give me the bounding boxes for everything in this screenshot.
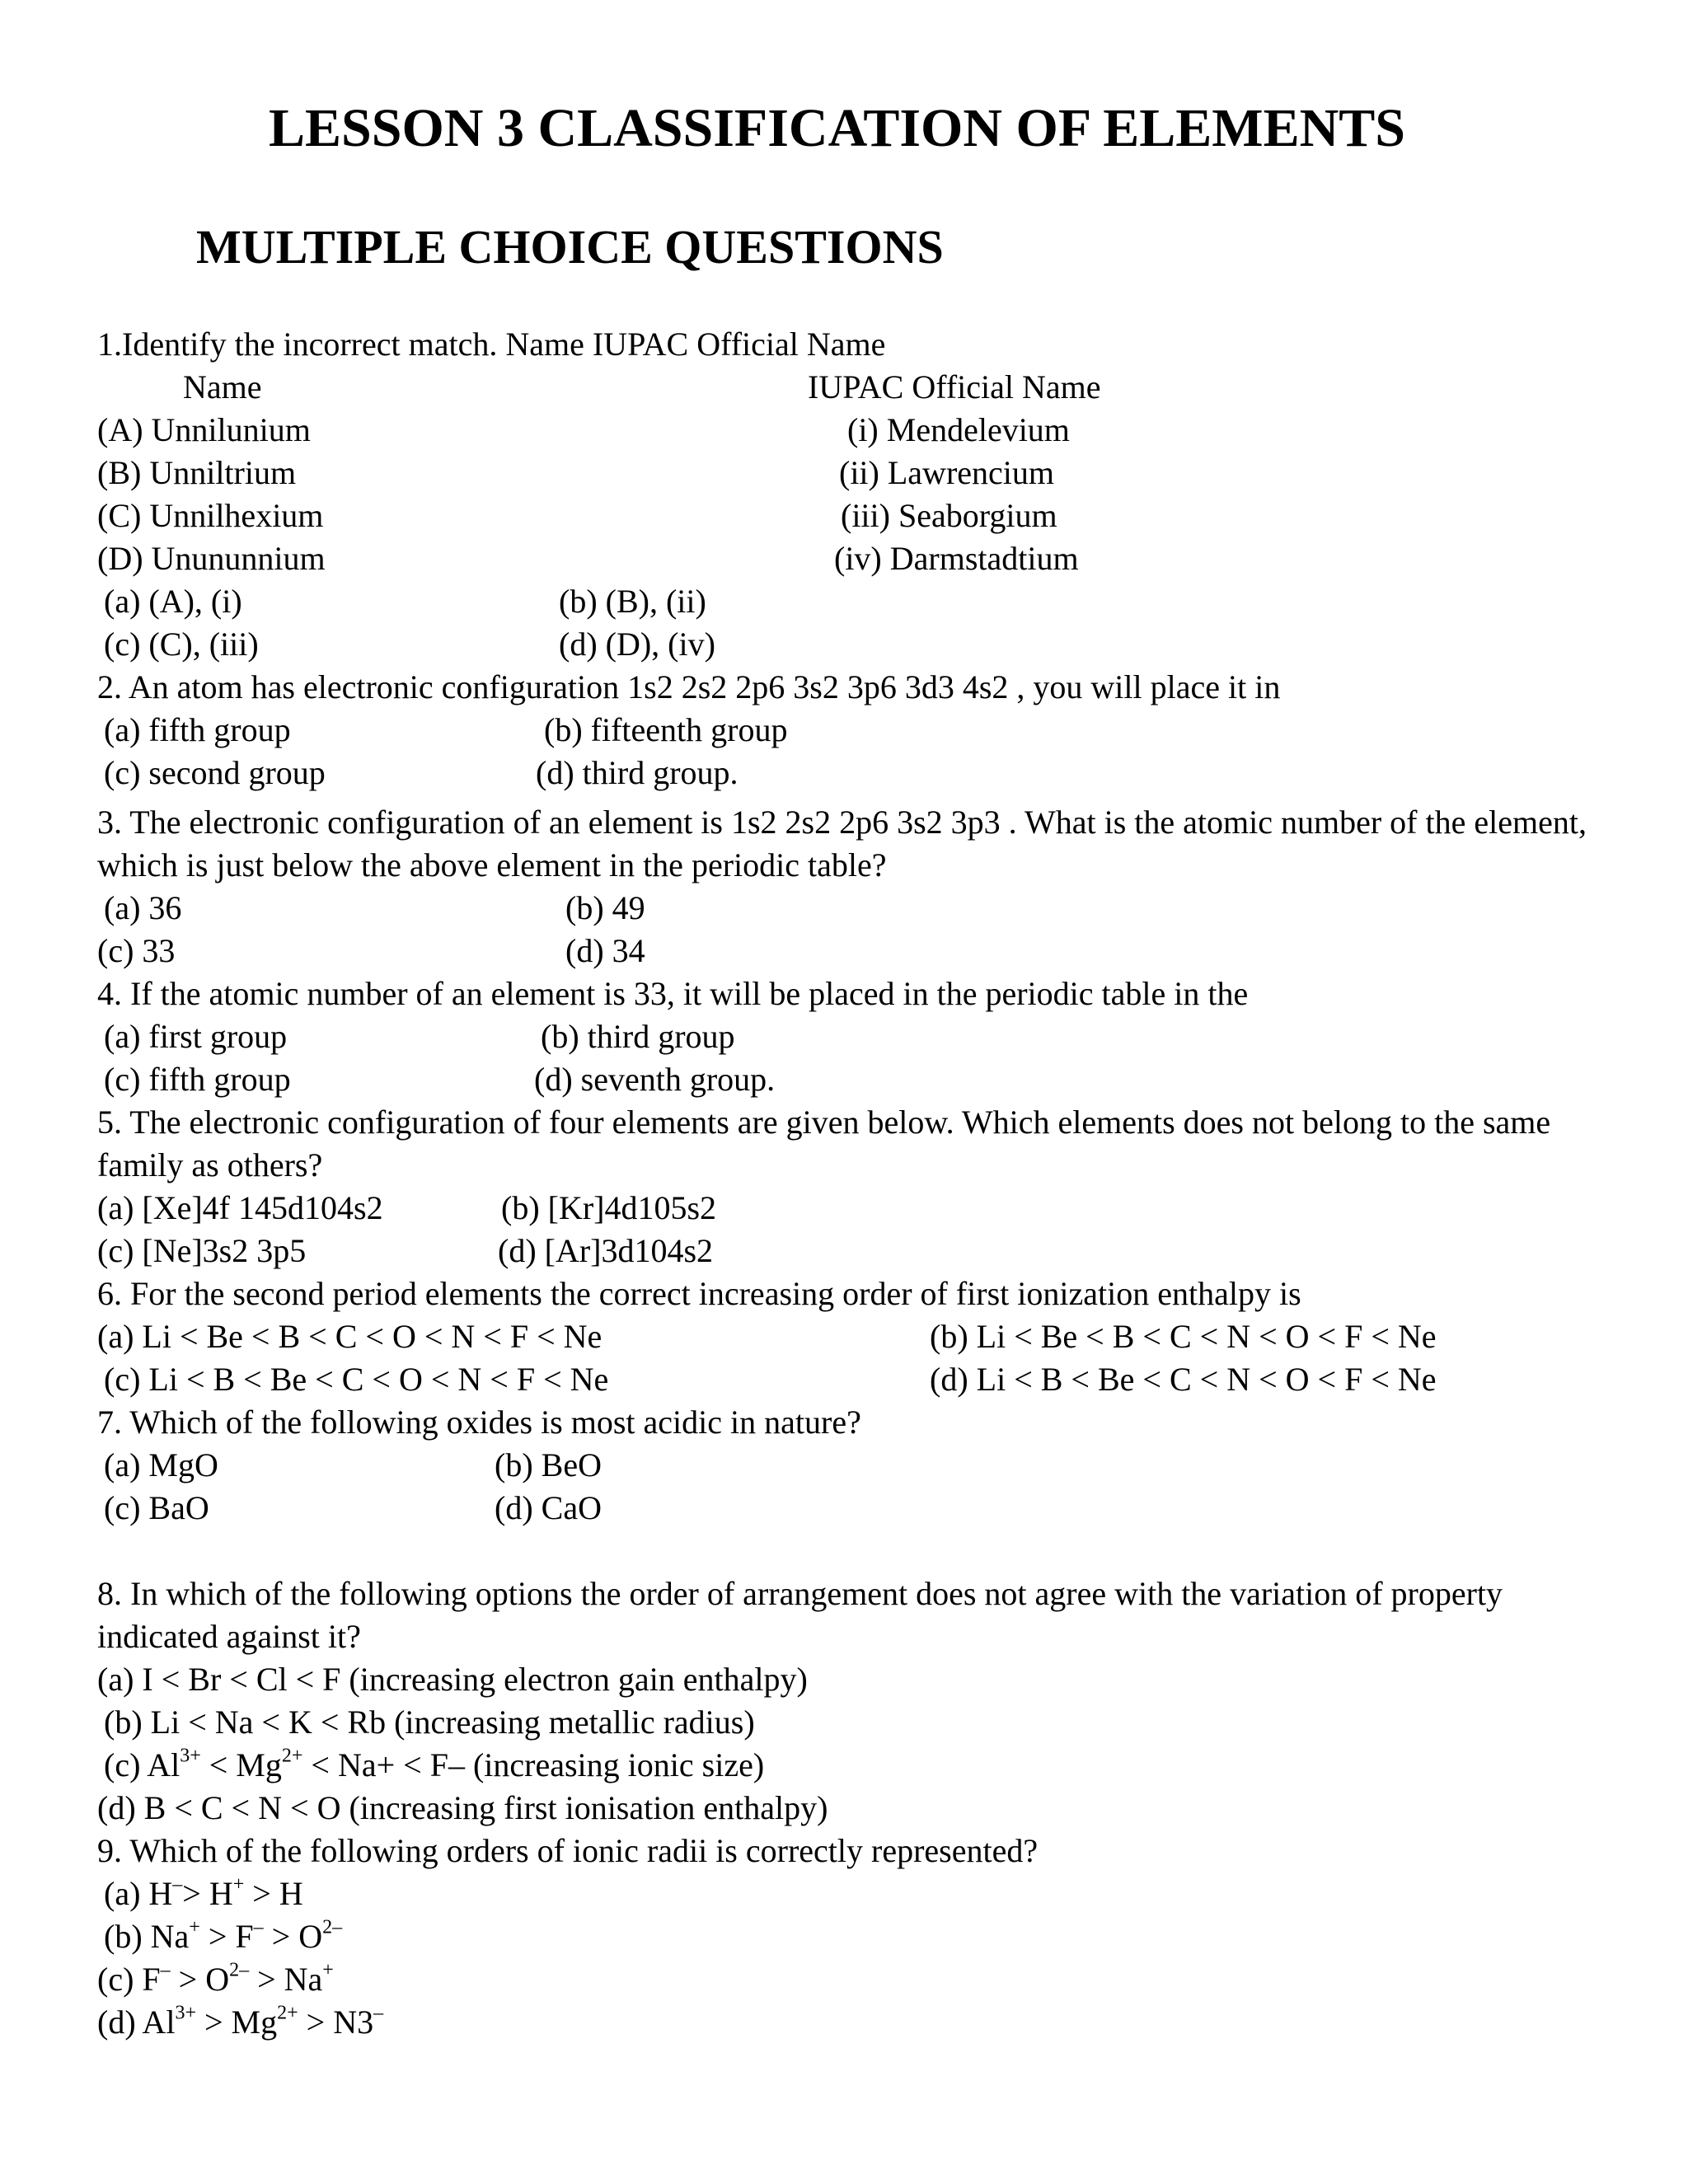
q5-option-c: (c) [Ne]3s2 3p5 bbox=[97, 1232, 307, 1269]
q5-option-a: (a) [Xe]4f 145d104s2 bbox=[97, 1189, 383, 1226]
q4-option-b: (b) third group bbox=[541, 1018, 735, 1055]
q4-option-a: (a) first group bbox=[104, 1018, 288, 1055]
q9-c-sup-1: – bbox=[160, 1959, 171, 1981]
q9-d-sup-1: 3+ bbox=[175, 2002, 196, 2024]
q5-option-d: (d) [Ar]3d104s2 bbox=[498, 1232, 714, 1269]
q2-option-b: (b) fifteenth group bbox=[544, 711, 788, 748]
q1-row-a-iupac: (i) Mendelevium bbox=[847, 411, 1070, 448]
question-8-stem-line-1: 8. In which of the following options the order of arrangement does not agree with the variation of property bbox=[97, 1575, 1503, 1612]
q1-row-c-iupac: (iii) Seaborgium bbox=[841, 497, 1057, 534]
q7-option-d: (d) CaO bbox=[495, 1489, 602, 1526]
q4-option-d: (d) seventh group. bbox=[534, 1061, 776, 1098]
q9-d-sup-3: – bbox=[373, 2002, 384, 2024]
question-7-stem: 7. Which of the following oxides is most acidic in nature? bbox=[97, 1404, 861, 1441]
q1-row-b-name: (B) Unniltrium bbox=[97, 454, 297, 491]
q1-option-a: (a) (A), (i) bbox=[104, 583, 242, 620]
q1-column-iupac-header: IUPAC Official Name bbox=[808, 368, 1101, 405]
q9-c-text-3: > Na bbox=[249, 1961, 323, 1998]
q8-c-sup-1: 3+ bbox=[180, 1745, 201, 1767]
q8-c-sup-2: 2+ bbox=[281, 1745, 303, 1767]
q9-c-sup-2: 2– bbox=[229, 1959, 250, 1981]
q6-option-a: (a) Li < Be < B < C < O < N < F < Ne bbox=[97, 1318, 603, 1355]
q1-row-c-name: (C) Unnilhexium bbox=[97, 497, 324, 534]
q1-row-d-name: (D) Unununnium bbox=[97, 540, 326, 577]
q9-b-sup-2: – bbox=[253, 1916, 264, 1938]
q8-option-d: (d) B < C < N < O (increasing first ionisation enthalpy) bbox=[97, 1789, 828, 1826]
question-3-stem-line-1: 3. The electronic configuration of an element is 1s2 2s2 2p6 3s2 3p3 . What is the atomic number of the element, bbox=[97, 804, 1587, 841]
q7-option-c: (c) BaO bbox=[104, 1489, 209, 1526]
q9-d-text-3: > N3 bbox=[298, 2004, 374, 2041]
question-4-stem: 4. If the atomic number of an element is 33, it will be placed in the periodic table in the bbox=[97, 975, 1249, 1012]
question-2-stem: 2. An atom has electronic configuration 1s2 2s2 2p6 3s2 3p6 3d3 4s2 , you will place it in bbox=[97, 668, 1281, 705]
q9-c-text-2: > O bbox=[170, 1961, 230, 1998]
q4-option-c: (c) fifth group bbox=[104, 1061, 291, 1098]
q9-b-text-3: > O bbox=[263, 1918, 323, 1955]
q3-option-b: (b) 49 bbox=[565, 889, 645, 926]
q8-option-b: (b) Li < Na < K < Rb (increasing metallic radius) bbox=[104, 1704, 755, 1741]
question-6-stem: 6. For the second period elements the correct increasing order of first ionization enthalpy is bbox=[97, 1275, 1301, 1312]
question-3-stem-line-2: which is just below the above element in the periodic table? bbox=[97, 846, 887, 883]
q1-option-c: (c) (C), (iii) bbox=[104, 626, 259, 663]
q6-option-b: (b) Li < Be < B < C < N < O < F < Ne bbox=[930, 1318, 1437, 1355]
q9-d-sup-2: 2+ bbox=[277, 2002, 298, 2024]
q9-option-c bbox=[97, 1960, 334, 1999]
q6-option-c: (c) Li < B < Be < C < O < N < F < Ne bbox=[104, 1361, 609, 1398]
section-title: MULTIPLE CHOICE QUESTIONS bbox=[196, 220, 944, 274]
q8-c-text-2: < Mg bbox=[200, 1746, 282, 1783]
question-8-stem-line-2: indicated against it? bbox=[97, 1618, 361, 1655]
q8-c-text-3: < Na+ < F– (increasing ionic size) bbox=[302, 1746, 765, 1783]
question-1-stem: 1.Identify the incorrect match. Name IUPAC Official Name bbox=[97, 326, 886, 363]
q1-option-b: (b) (B), (ii) bbox=[559, 583, 706, 620]
q8-c-text-1: (c) Al bbox=[104, 1746, 181, 1783]
q9-b-text-2: > F bbox=[199, 1918, 254, 1955]
q8-option-a: (a) I < Br < Cl < F (increasing electron gain enthalpy) bbox=[97, 1661, 808, 1698]
q9-c-text-1: (c) F bbox=[97, 1961, 161, 1998]
question-9-stem: 9. Which of the following orders of ionic radii is correctly represented? bbox=[97, 1832, 1039, 1869]
q2-option-c: (c) second group bbox=[104, 754, 326, 791]
q7-option-b: (b) BeO bbox=[495, 1446, 602, 1483]
q1-row-d-iupac: (iv) Darmstadtium bbox=[834, 540, 1079, 577]
q9-a-sup-1: – bbox=[172, 1873, 183, 1896]
q1-column-name-header: Name bbox=[183, 368, 262, 405]
q9-a-sup-2: + bbox=[232, 1873, 245, 1896]
q1-row-b-iupac: (ii) Lawrencium bbox=[839, 454, 1054, 491]
q2-option-a: (a) fifth group bbox=[104, 711, 291, 748]
q9-option-d bbox=[97, 2003, 383, 2042]
lesson-title: LESSON 3 CLASSIFICATION OF ELEMENTS bbox=[269, 98, 1406, 158]
q9-d-text-1: (d) Al bbox=[97, 2004, 176, 2041]
q9-a-text-2: > H bbox=[182, 1875, 233, 1912]
q9-b-sup-1: + bbox=[189, 1916, 200, 1938]
q5-option-b: (b) [Kr]4d105s2 bbox=[501, 1189, 717, 1226]
q9-c-sup-3: + bbox=[322, 1959, 334, 1981]
q9-d-text-2: > Mg bbox=[195, 2004, 278, 2041]
q2-option-d: (d) third group. bbox=[536, 754, 738, 791]
q9-b-sup-3: 2– bbox=[322, 1916, 343, 1938]
q9-b-text-1: (b) Na bbox=[104, 1918, 190, 1955]
question-5-stem-line-1: 5. The electronic configuration of four elements are given below. Which elements does not belong to the same bbox=[97, 1104, 1551, 1141]
q9-option-b bbox=[104, 1917, 342, 1957]
q3-option-d: (d) 34 bbox=[565, 932, 645, 969]
q1-option-d: (d) (D), (iv) bbox=[559, 626, 715, 663]
q6-option-d: (d) Li < B < Be < C < N < O < F < Ne bbox=[930, 1361, 1437, 1398]
q3-option-c: (c) 33 bbox=[97, 932, 176, 969]
q1-row-a-name: (A) Unnilunium bbox=[97, 411, 311, 448]
q9-option-a bbox=[104, 1874, 303, 1914]
q9-a-text-3: > H bbox=[244, 1875, 303, 1912]
q3-option-a: (a) 36 bbox=[104, 889, 182, 926]
q9-a-text-1: (a) H bbox=[104, 1875, 173, 1912]
q7-option-a: (a) MgO bbox=[104, 1446, 218, 1483]
q8-option-c bbox=[104, 1746, 764, 1785]
question-5-stem-line-2: family as others? bbox=[97, 1146, 323, 1183]
